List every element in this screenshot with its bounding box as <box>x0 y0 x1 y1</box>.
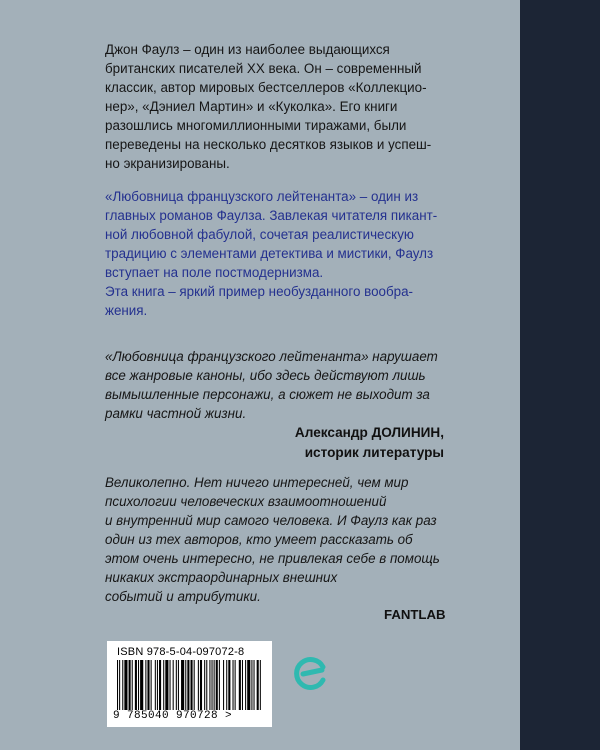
barcode-bar <box>239 660 241 710</box>
bio-line: классик, автор мировых бестселлеров «Коллекцио- <box>105 80 427 95</box>
barcode-bar <box>117 660 118 710</box>
barcode-bar <box>165 660 168 710</box>
quote-line: все жанровые каноны, ибо здесь действуют лишь <box>105 368 426 383</box>
blurb-line: жения. <box>105 303 148 318</box>
blurb-line: традицию с элементами детектива и мистики, Фаулз <box>105 246 434 261</box>
barcode-bar <box>119 660 120 710</box>
author-bio <box>105 40 455 173</box>
quote-line: рамки частной жизни. <box>105 406 247 421</box>
barcode-bar <box>155 660 156 710</box>
barcode-bar <box>251 660 252 710</box>
blurb-line: Эта книга – яркий пример необузданного вообра- <box>105 284 414 299</box>
quote-line: «Любовница французского лейтенанта» нарушает <box>105 349 438 364</box>
barcode-bar <box>140 660 143 710</box>
quote-author: Александр ДОЛИНИН, <box>294 425 444 440</box>
barcode-bar <box>176 660 177 710</box>
barcode-bar <box>257 660 259 710</box>
critic-quote <box>105 347 455 423</box>
barcode-bar <box>163 660 164 710</box>
barcode-bar <box>173 660 174 710</box>
bio-line: разошлись многомиллионными тиражами, были <box>105 118 407 133</box>
ean-digits: 9 785040 970728 > <box>113 710 233 722</box>
barcode-bar <box>226 660 227 710</box>
review-line: и внутренний мир самого человека. И Фаулз как раз <box>105 513 437 528</box>
review-line: событий и атрибутики. <box>105 589 261 604</box>
barcode-bar <box>245 660 246 710</box>
review-line: Великолепно. Нет ничего интересней, чем мир <box>105 475 409 490</box>
eksmo-e-logo-icon <box>293 655 329 691</box>
barcode-bar <box>209 660 210 710</box>
barcode-bar <box>178 660 179 710</box>
barcode-bar <box>198 660 199 710</box>
barcode-bar <box>233 660 234 710</box>
barcode-bar <box>200 660 202 710</box>
barcode-bar <box>219 660 220 710</box>
barcode-bar <box>228 660 230 710</box>
barcode-bar <box>129 660 131 710</box>
barcode-bar <box>247 660 250 710</box>
barcode-bar <box>159 660 161 710</box>
bio-line: Джон Фаулз – один из наиболее выдающихся <box>105 42 390 57</box>
barcode-bar <box>206 660 207 710</box>
review-line: один из тех авторов, кто умеет рассказать об <box>105 532 413 547</box>
barcode-bar <box>254 660 255 710</box>
barcode-bar <box>122 660 123 710</box>
quote-line: вымышленные персонажи, а сюжет не выходит за <box>105 387 430 402</box>
barcode-bars <box>117 660 263 710</box>
barcode-bar <box>145 660 146 710</box>
isbn-label: ISBN 978-5-04-097072-8 <box>117 646 245 658</box>
barcode-bar <box>135 660 137 710</box>
bio-line: но экранизированы. <box>105 156 230 171</box>
review-line: психологии человеческих взаимоотношений <box>105 494 387 509</box>
blurb-line: главных романов Фаулза. Завлекая читателя пикант- <box>105 208 438 223</box>
quote-author-role: историк литературы <box>304 445 444 460</box>
barcode-bar <box>157 660 158 710</box>
barcode-bar <box>212 660 213 710</box>
blurb-line: вступает на поле постмодернизма. <box>105 265 324 280</box>
barcode-bar <box>191 660 193 710</box>
review-line: никаких экстраординарных внешних <box>105 570 338 585</box>
blurb-line: «Любовница французского лейтенанта» – один из <box>105 189 419 204</box>
review-line: этом очень интересно, не привлекая себе в помощь <box>105 551 440 566</box>
barcode-bar <box>132 660 133 710</box>
isbn-barcode <box>107 641 272 727</box>
barcode-bar <box>223 660 224 710</box>
blurb-line: ной любовной фабулой, сочетая реалистическую <box>105 227 414 242</box>
barcode-bar <box>147 660 149 710</box>
review-source: FANTLAB <box>384 607 446 622</box>
bio-line: британских писателей XX века. Он – современный <box>105 61 422 76</box>
barcode-bar <box>242 660 243 710</box>
quote-attribution <box>144 423 444 463</box>
barcode-bar <box>181 660 184 710</box>
barcode-bar <box>185 660 186 710</box>
barcode-bar <box>138 660 139 710</box>
bio-line: нер», «Дэниел Мартин» и «Куколка». Его книги <box>105 99 398 114</box>
barcode-bar <box>187 660 189 710</box>
barcode-bar <box>214 660 215 710</box>
barcode-bar <box>235 660 236 710</box>
book-spine <box>520 0 600 750</box>
barcode-bar <box>204 660 205 710</box>
barcode-bar <box>170 660 171 710</box>
barcode-bar <box>260 660 261 710</box>
bio-line: переведены на несколько десятков языков и успеш- <box>105 137 432 152</box>
barcode-bar <box>124 660 127 710</box>
barcode-bar <box>151 660 152 710</box>
barcode-bar <box>216 660 218 710</box>
reader-review <box>105 473 455 606</box>
book-blurb <box>105 187 455 320</box>
barcode-bar <box>194 660 195 710</box>
